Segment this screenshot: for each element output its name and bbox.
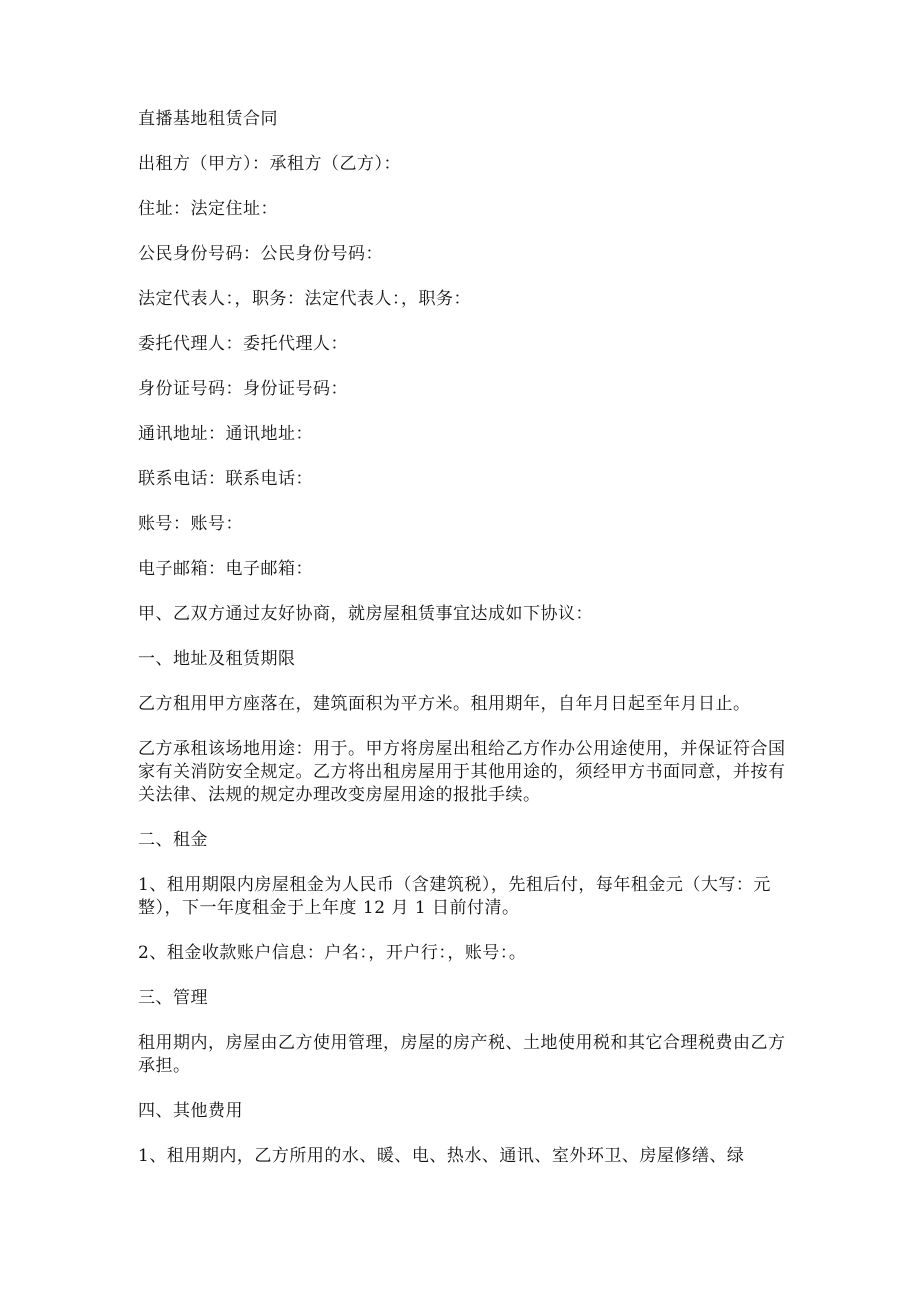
section-1-paragraph-2: 乙方承租该场地用途：用于。甲方将房屋出租给乙方作办公用途使用，并保证符合国家有关消防安全规定。乙方将出租房屋用于其他用途的，须经甲方书面同意，并按有关法律、法规的规定办理改变房屋用途的报批手续。	[138, 739, 786, 805]
section-4-heading: 四、其他费用	[138, 1101, 243, 1121]
section-1-heading: 一、地址及租赁期限	[138, 649, 296, 669]
parties-header: 出租方（甲方）：承租方（乙方）：	[138, 154, 401, 174]
section-2-paragraph-2: 2、租金收款账户信息：户名：，开户行：，账号：。	[138, 943, 527, 963]
intro-paragraph: 甲、乙双方通过友好协商，就房屋租赁事宜达成如下协议：	[138, 604, 593, 624]
email-line: 电子邮箱：电子邮箱：	[138, 559, 313, 579]
section-1-paragraph-1: 乙方租用甲方座落在，建筑面积为平方米。租用期年，自年月日起至年月日止。	[138, 694, 751, 714]
section-3-paragraph-1: 租用期内，房屋由乙方使用管理，房屋的房产税、土地使用税和其它合理税费由乙方承担。	[138, 1033, 786, 1076]
contract-document	[138, 108, 788, 1190]
phone-line: 联系电话：联系电话：	[138, 469, 313, 489]
id-card-line: 身份证号码：身份证号码：	[138, 379, 348, 399]
legal-rep-line: 法定代表人：，职务：法定代表人：，职务：	[138, 289, 471, 309]
id-number-line: 公民身份号码：公民身份号码：	[138, 244, 383, 264]
section-2-paragraph-1: 1、租用期限内房屋租金为人民币（含建筑税），先租后付，每年租金元（大写：元整），下一年度租金于上年度 12 月 1 日前付清。	[138, 875, 771, 918]
section-3-heading: 三、管理	[138, 988, 208, 1008]
section-2-heading: 二、租金	[138, 830, 208, 850]
document-title: 直播基地租赁合同	[138, 109, 278, 129]
account-line: 账号：账号：	[138, 514, 243, 534]
address-line: 住址：法定住址：	[138, 199, 278, 219]
section-4-paragraph-1: 1、租用期内，乙方所用的水、暖、电、热水、通讯、室外环卫、房屋修缮、绿	[138, 1146, 745, 1166]
mail-address-line: 通讯地址：通讯地址：	[138, 424, 313, 444]
agent-line: 委托代理人：委托代理人：	[138, 334, 348, 354]
